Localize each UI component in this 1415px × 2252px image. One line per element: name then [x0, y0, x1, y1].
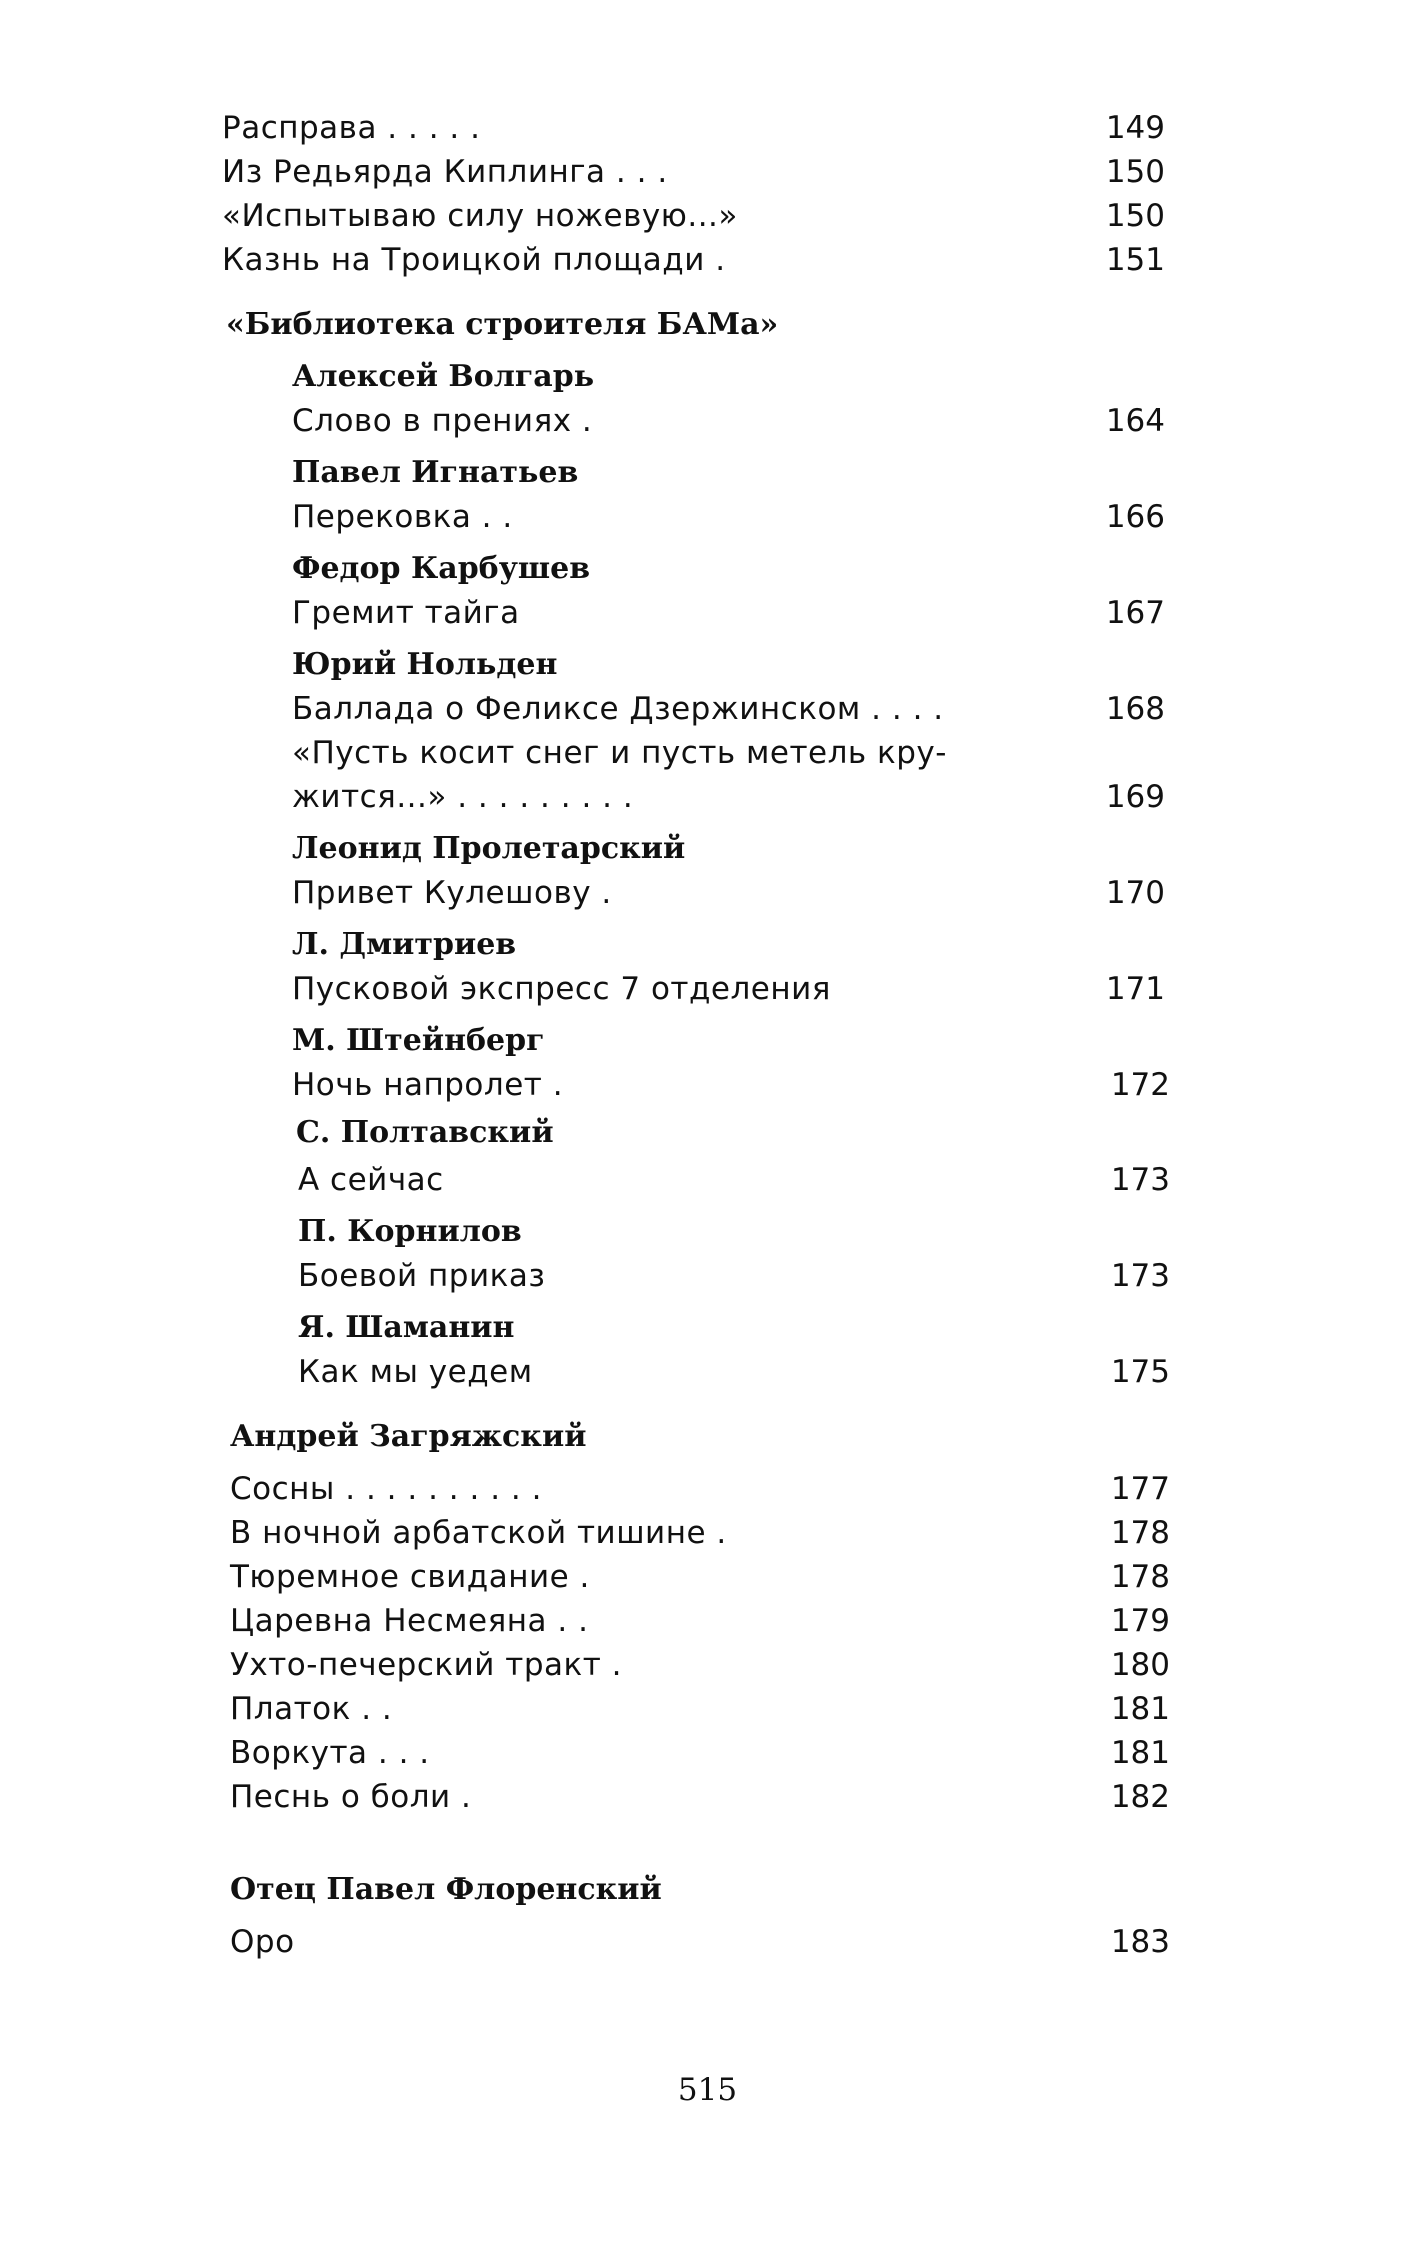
- toc-author-name: Леонид Пролетарский: [292, 831, 686, 866]
- toc-author-name: Павел Игнатьев: [292, 455, 579, 490]
- toc-author-name: Л. Дмитриев: [292, 927, 517, 962]
- toc-entry-title: Воркута . . .: [230, 1735, 430, 1771]
- toc-entry-title: Привет Кулешову .: [292, 875, 612, 911]
- toc-author-name: Федор Карбушев: [292, 551, 591, 586]
- toc-entry-title: В ночной арбатской тишине .: [230, 1515, 727, 1551]
- toc-entry-title: Песнь о боли .: [230, 1779, 472, 1815]
- toc-entry-title: Оро: [230, 1924, 295, 1960]
- toc-entry-page: 178: [1110, 1559, 1170, 1595]
- toc-entry-page: 175: [1110, 1354, 1170, 1390]
- toc-entry-page: 172: [1110, 1067, 1170, 1103]
- toc-entry-title: Слово в прениях .: [292, 403, 593, 439]
- toc-entry-page: 167: [1105, 595, 1165, 631]
- toc-entry-title: Платок . .: [230, 1691, 393, 1727]
- toc-entry-page: 179: [1110, 1603, 1170, 1639]
- toc-entry-title: Ухто-печерский тракт .: [230, 1647, 622, 1683]
- toc-entry-title: Пусковой экспресс 7 отделения: [292, 971, 831, 1007]
- toc-entry-title: Перековка . .: [292, 499, 513, 535]
- toc-entry-page: 166: [1105, 499, 1165, 535]
- toc-entry-page: 169: [1105, 779, 1165, 815]
- toc-section-heading: Отец Павел Флоренский: [230, 1872, 662, 1907]
- toc-author-name: Юрий Нольден: [292, 647, 558, 682]
- toc-entry-title: Как мы уедем: [298, 1354, 533, 1390]
- toc-entry-title: А сейчас: [298, 1162, 444, 1198]
- toc-entry-title: «Испытываю силу ножевую...»: [222, 198, 738, 234]
- toc-entry-page: 168: [1105, 691, 1165, 727]
- toc-section-heading: «Библиотека строителя БАМа»: [226, 307, 779, 342]
- toc-entry-title: Ночь напролет .: [292, 1067, 564, 1103]
- toc-author-name: П. Корнилов: [298, 1214, 522, 1249]
- toc-entry-title: Казнь на Троицкой площади .: [222, 242, 726, 278]
- toc-entry-page: 177: [1110, 1471, 1170, 1507]
- toc-entry-title: Гремит тайга: [292, 595, 520, 631]
- toc-entry-page: 182: [1110, 1779, 1170, 1815]
- toc-entry-title: Боевой приказ: [298, 1258, 546, 1294]
- page-number: 515: [677, 2072, 738, 2108]
- toc-author-name: С. Полтавский: [296, 1115, 554, 1150]
- toc-entry-title: Сосны . . . . . . . . . .: [230, 1471, 542, 1507]
- toc-author-name: Алексей Волгарь: [292, 359, 595, 394]
- toc-entry-page: 178: [1110, 1515, 1170, 1551]
- toc-entry-page: 173: [1110, 1258, 1170, 1294]
- toc-entry-page: 150: [1105, 154, 1165, 190]
- toc-author-name: Я. Шаманин: [298, 1310, 515, 1345]
- toc-entry-page: 180: [1110, 1647, 1170, 1683]
- toc-entry-page: 150: [1105, 198, 1165, 234]
- toc-entry-page: 181: [1110, 1735, 1170, 1771]
- toc-entry-page: 171: [1105, 971, 1165, 1007]
- toc-entry-title: Из Редьярда Киплинга . . .: [222, 154, 668, 190]
- toc-entry-title: Расправа . . . . .: [222, 110, 481, 146]
- toc-author-name: М. Штейнберг: [292, 1023, 545, 1058]
- toc-entry-page: 149: [1105, 110, 1165, 146]
- toc-entry-title: Царевна Несмеяна . .: [230, 1603, 589, 1639]
- toc-entry-title: жится...» . . . . . . . . .: [292, 779, 634, 815]
- toc-entry-title: «Пусть косит снег и пусть метель кру-: [292, 735, 947, 771]
- toc-entry-page: 181: [1110, 1691, 1170, 1727]
- toc-entry-page: 183: [1110, 1924, 1170, 1960]
- toc-section-heading: Андрей Загряжский: [230, 1419, 587, 1454]
- toc-entry-page: 173: [1110, 1162, 1170, 1198]
- toc-entry-page: 164: [1105, 403, 1165, 439]
- toc-entry-page: 170: [1105, 875, 1165, 911]
- toc-entry-title: Тюремное свидание .: [230, 1559, 590, 1595]
- toc-entry-page: 151: [1105, 242, 1165, 278]
- toc-entry-title: Баллада о Феликсе Дзержинском . . . .: [292, 691, 944, 727]
